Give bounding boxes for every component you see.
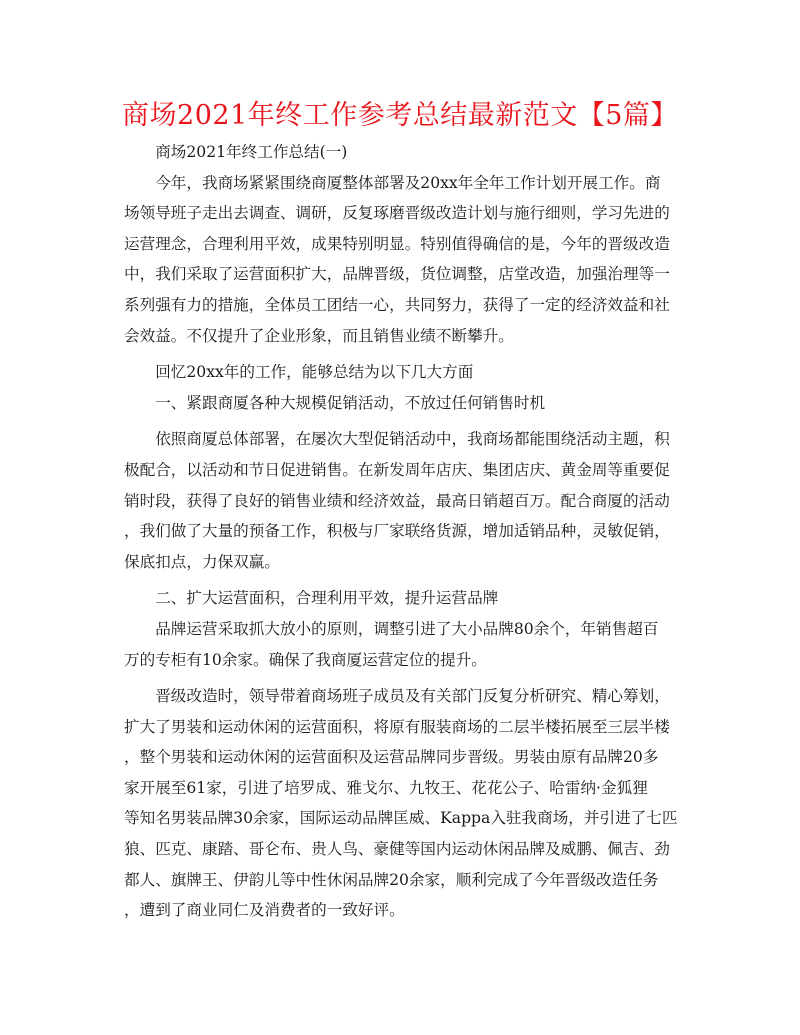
subheading — [124, 583, 680, 614]
paragraph-line: 等知名男装品牌30余家，国际运动品牌匡威、Kappa入驻我商场，并引进了七匹 — [124, 809, 678, 828]
paragraph — [124, 681, 680, 926]
paragraph-line: 回忆20xx年的工作，能够总结为以下几大方面 — [155, 363, 474, 382]
subheading-line: 二、扩大运营面积，合理利用平效，提升运营品牌 — [155, 589, 499, 608]
paragraph-line: 销时段，获得了良好的销售业绩和经济效益，最高日销超百万。配合商厦的活动 — [124, 491, 670, 510]
paragraph — [124, 424, 680, 577]
paragraph-line: 家开展至61家，引进了培罗成、雅戈尔、九牧王、花花公子、哈雷纳·金狐狸 — [124, 778, 648, 797]
paragraph-line: 保底扣点，力保双赢。 — [124, 552, 280, 571]
paragraph-line: 晋级改造时，领导带着商场班子成员及有关部门反复分析研究、精心筹划， — [155, 687, 670, 706]
subheading — [124, 388, 680, 419]
paragraph-line: 品牌运营采取抓大放小的原则，调整引进了大小品牌80余个，年销售超百 — [155, 619, 659, 638]
paragraph-line: 今年，我商场紧紧围绕商厦整体部署及20xx年全年工作计划开展工作。商 — [155, 173, 661, 192]
paragraph-line: ，遭到了商业同仁及消费者的一致好评。 — [124, 901, 405, 920]
paragraph-line: ，整个男装和运动休闲的运营面积及运营品牌同步晋级。男装由原有品牌20多 — [124, 748, 659, 767]
paragraph-line: 极配合，以活动和节日促进销售。在新发周年店庆、集团店庆、黄金周等重要促 — [124, 460, 670, 479]
subheading-line: 一、紧跟商厦各种大规模促销活动，不放过任何销售时机 — [155, 393, 546, 412]
paragraph-line: 中，我们采取了运营面积扩大，品牌晋级，货位调整，店堂改造，加强治理等一 — [124, 265, 670, 284]
paragraph-line: 系列强有力的措施，全体员工团结一心，共同努力，获得了一定的经济效益和社 — [124, 295, 670, 314]
document-body — [124, 137, 680, 926]
paragraph-line: 场领导班子走出去调查、调研，反复琢磨晋级改造计划与施行细则，学习先进的 — [124, 204, 670, 223]
paragraph-line: 会效益。不仅提升了企业形象，而且销售业绩不断攀升。 — [124, 326, 514, 345]
paragraph-line: 扩大了男装和运动休闲的运营面积，将原有服装商场的二层半楼拓展至三层半楼 — [124, 717, 670, 736]
document-title: 商场2021年终工作参考总结最新范文【5篇】 — [122, 100, 678, 131]
paragraph-line: 运营理念，合理利用平效，成果特别明显。特别值得确信的是，今年的晋级改造 — [124, 234, 670, 253]
paragraph — [124, 357, 680, 388]
section-heading — [124, 137, 680, 168]
paragraph-line: 都人、旗牌王、伊韵儿等中性休闲品牌20余家，顺利完成了今年晋级改造任务 — [124, 870, 659, 889]
paragraph-line: 狼、匹克、康踏、哥仑布、贵人鸟、豪健等国内运动休闲品牌及威鹏、佩吉、劲 — [124, 840, 670, 859]
paragraph-line: 万的专柜有10余家。确保了我商厦运营定位的提升。 — [124, 650, 487, 669]
section-heading-text: 商场2021年终工作总结(一) — [155, 143, 348, 161]
paragraph-line: 依照商厦总体部署，在屡次大型促销活动中，我商场都能围绕活动主题，积 — [155, 430, 670, 449]
paragraph — [124, 614, 680, 675]
paragraph — [124, 168, 680, 352]
paragraph-line: ，我们做了大量的预备工作，积极与厂家联络货源，增加适销品种，灵敏促销， — [124, 522, 670, 541]
